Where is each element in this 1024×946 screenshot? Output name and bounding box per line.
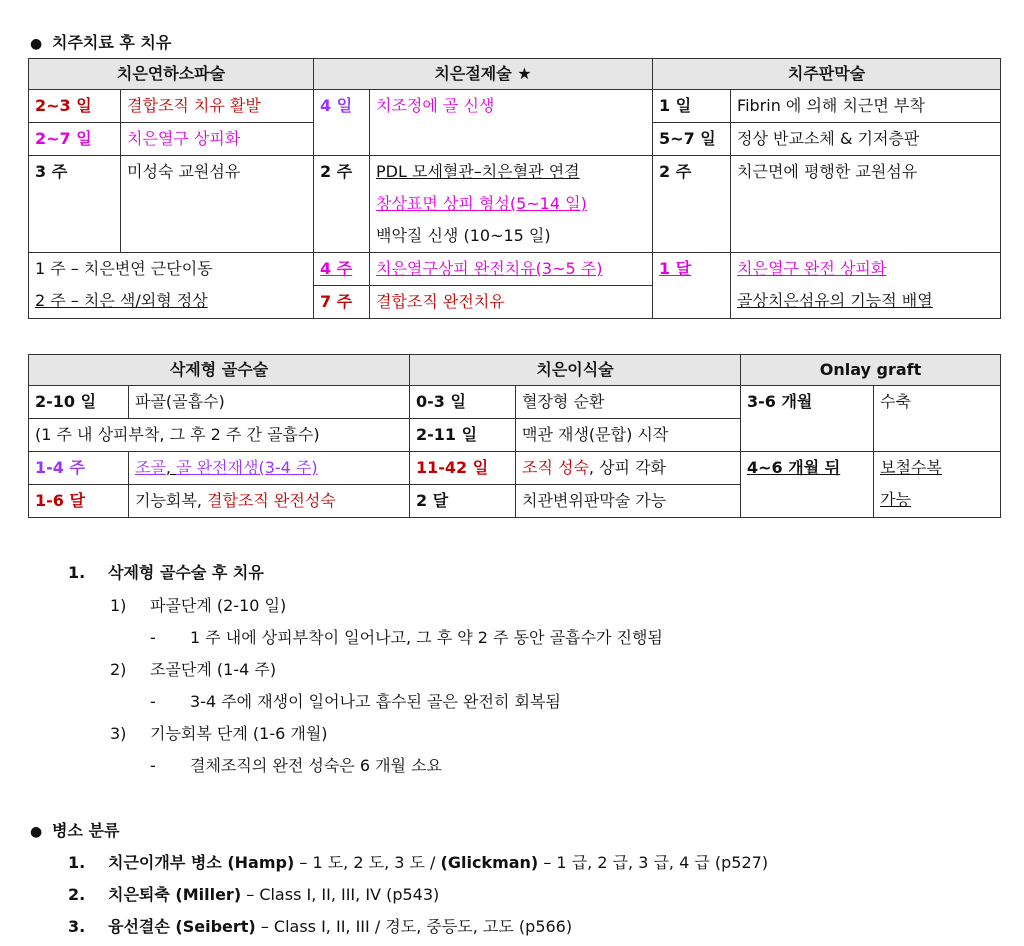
cell-text: 수축 [874,386,1001,452]
cell-day: 2-11 일 [410,419,516,452]
cell-day: 1 달 [653,253,731,319]
cell-day: 2-10 일 [29,386,129,419]
item-bold: 치근이개부 병소 (Hamp) [108,853,295,872]
section-heading-lesion-classification [30,818,119,841]
cell-day: 3 주 [29,156,121,253]
cell-line: 백악질 신생 (10~15 일) [376,226,551,245]
cell-day: 4 주 [314,253,370,286]
cell-multiline [29,253,314,319]
outline-sub-2 [110,657,276,680]
cell-multiline [731,253,1001,319]
cell-line: 치은열구 완전 상피화 [737,259,887,278]
cell-line: 창상표면 상피 형성(5~14 일) [376,194,587,213]
item-number: 1. [68,853,86,872]
cell-text: (1 주 내 상피부착, 그 후 2 주 간 골흡수) [29,419,410,452]
item-bold: (Glickman) [440,853,539,872]
section-title: 병소 분류 [52,821,120,840]
cell-day: 4~6 개월 뒤 [741,452,874,518]
bullet-icon: ● [30,36,43,52]
cell-day: 2~7 일 [29,123,121,156]
cell-text: 맥관 재생(문합) 시작 [516,419,741,452]
cell-multiline [370,156,653,253]
cell-text [516,452,741,485]
cell-day: 4 일 [314,90,370,156]
item-rest: – 1 도, 2 도, 3 도 / [294,853,441,872]
cell-text: Fibrin 에 의해 치근면 부착 [731,90,1001,123]
cell-day: 0-3 일 [410,386,516,419]
cell-text [129,485,410,518]
cell-day: 5~7 일 [653,123,731,156]
header-curettage: 치은연하소파술 [29,59,314,90]
cell-text: 결합조직 완전치유 [370,286,653,319]
item-rest: – 1 급, 2 급, 3 급, 4 급 (p527) [538,853,769,872]
text-part: , [165,458,177,477]
sub-title: 조골단계 (1-4 주) [150,660,277,679]
detail-text: 3-4 주에 재생이 일어나고 흡수된 골은 완전히 회복됨 [190,692,561,711]
cell-text: 치은열구상피 완전치유(3~5 주) [370,253,653,286]
cell-text: 치은열구 상피화 [121,123,314,156]
sub-title: 기능회복 단계 (1-6 개월) [150,724,328,743]
bullet-icon: ● [30,824,43,840]
graft-healing-table [28,354,1001,518]
cell-line: 1 주 – 치은변연 근단이동 [35,259,213,278]
cell-text: 치조정에 골 신생 [370,90,653,156]
item-rest: – Class I, II, III / 경도, 중등도, 고도 (p566) [255,917,573,936]
text-part: 조직 성숙 [522,458,589,477]
cell-day: 1-6 달 [29,485,129,518]
item-number: 1. [68,563,86,582]
cell-text: 결합조직 치유 활발 [121,90,314,123]
cell-line: PDL 모세혈관–치은혈관 연결 [376,162,580,181]
header-onlay-graft: Onlay graft [741,355,1001,386]
cell-day: 2~3 일 [29,90,121,123]
cell-day: 1 일 [653,90,731,123]
header-gingivectomy: 치은절제술 ★ [314,59,653,90]
dash-marker: - [150,628,156,647]
section-heading-periodontal-healing [30,30,171,53]
cell-day: 2 달 [410,485,516,518]
sub-title: 파골단계 (2-10 일) [150,596,287,615]
cell-text: 파골(골흡수) [129,386,410,419]
text-part: 조골 [135,458,166,477]
sub-number: 3) [110,724,127,743]
section-title: 치주치료 후 치유 [52,33,172,52]
cell-day: 7 주 [314,286,370,319]
cell-line: 골상치은섬유의 기능적 배열 [737,291,933,310]
cell-text: 혈장형 순환 [516,386,741,419]
classification-item-1 [68,850,768,873]
text-part: , 상피 각화 [588,458,667,477]
item-title: 삭제형 골수술 후 치유 [108,563,264,582]
text-part: 결합조직 완전성숙 [207,491,336,510]
cell-line: 가능 [880,490,911,509]
item-bold: 융선결손 (Seibert) [108,917,256,936]
cell-text: 미성숙 교원섬유 [121,156,314,253]
dash-marker: - [150,692,156,711]
outline-detail-1 [150,625,663,648]
outline-detail-3 [150,753,442,776]
cell-line: 2 주 – 치은 색/외형 정상 [35,291,208,310]
classification-item-3 [68,914,572,937]
text-part: 골 완전재생(3-4 주) [176,458,318,477]
cell-multiline [874,452,1001,518]
cell-text: 치근면에 평행한 교원섬유 [731,156,1001,253]
outline-sub-1 [110,593,286,616]
cell-day: 11-42 일 [410,452,516,485]
item-bold: 치은퇴축 (Miller) [108,885,242,904]
item-number: 2. [68,885,86,904]
cell-day: 1-4 주 [29,452,129,485]
cell-text: 치관변위판막술 가능 [516,485,741,518]
cell-line: 보철수복 [880,458,942,477]
periodontal-healing-table [28,58,1001,319]
text-part: 기능회복, [135,491,207,510]
cell-day: 2 주 [653,156,731,253]
header-ostectomy: 삭제형 골수술 [29,355,410,386]
sub-number: 2) [110,660,127,679]
outline-detail-2 [150,689,561,712]
outline-item-1 [68,560,264,583]
classification-item-2 [68,882,439,905]
cell-text [129,452,410,485]
header-gingival-graft: 치은이식술 [410,355,741,386]
header-flap-surgery: 치주판막술 [653,59,1001,90]
item-rest: – Class I, II, III, IV (p543) [241,885,440,904]
outline-sub-3 [110,721,328,744]
dash-marker: - [150,756,156,775]
item-number: 3. [68,917,86,936]
detail-text: 결체조직의 완전 성숙은 6 개월 소요 [190,756,442,775]
detail-text: 1 주 내에 상피부착이 일어나고, 그 후 약 2 주 동안 골흡수가 진행됨 [190,628,663,647]
cell-day: 2 주 [314,156,370,253]
cell-day: 3-6 개월 [741,386,874,452]
sub-number: 1) [110,596,127,615]
cell-text: 정상 반교소체 & 기저층판 [731,123,1001,156]
